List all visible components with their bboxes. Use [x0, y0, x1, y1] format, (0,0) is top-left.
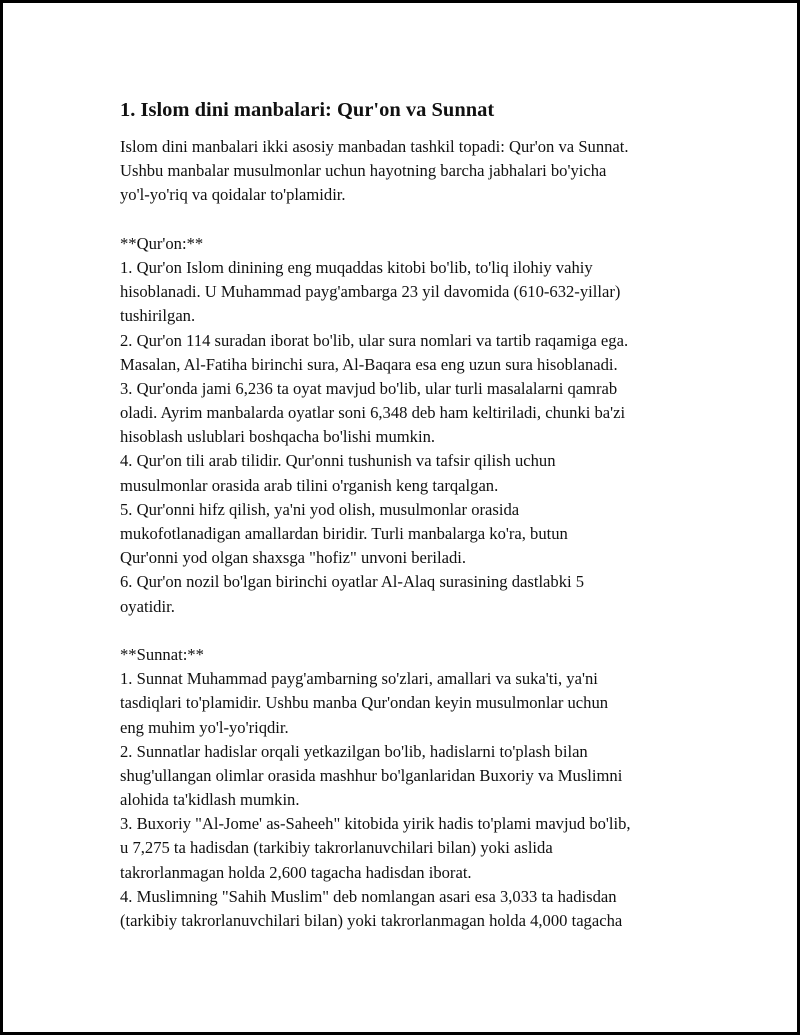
- text-line: Masalan, Al-Fatiha birinchi sura, Al-Baqara esa eng uzun sura hisoblanadi.: [120, 354, 618, 374]
- text-line: 3. Buxoriy "Al-Jome' as-Saheeh" kitobida yirik hadis to'plami mavjud bo'lib,: [120, 814, 631, 834]
- sunnat-section: [120, 643, 700, 933]
- text-line: u 7,275 ta hadisdan (tarkibiy takrorlanuvchilari bilan) yoki aslida: [120, 838, 553, 858]
- text-line: (tarkibiy takrorlanuvchilari bilan) yoki takrorlanmagan holda 4,000 tagacha: [120, 911, 623, 930]
- paragraph-gap: [120, 619, 700, 643]
- intro-paragraph: [120, 135, 700, 208]
- text-line: mukofotlanadigan amallardan biridir. Turli manbalarga ko'ra, butun: [120, 524, 568, 543]
- quran-heading: **Qur'on:**: [120, 233, 204, 253]
- sunnat-heading: **Sunnat:**: [120, 644, 204, 664]
- text-line: oyatidir.: [120, 596, 175, 616]
- text-line: musulmonlar orasida arab tilini o'rganish keng tarqalgan.: [120, 475, 499, 495]
- document-content: [120, 95, 700, 933]
- text-line: tasdiqlari to'plamidir. Ushbu manba Qur'ondan keyin musulmonlar uchun: [120, 693, 609, 713]
- quran-section: [120, 232, 700, 619]
- paragraph-gap: [120, 208, 700, 232]
- text-line: hisoblash uslublari boshqacha bo'lishi mumkin.: [120, 427, 436, 447]
- text-line: 2. Sunnatlar hadislar orqali yetkazilgan bo'lib, hadislarni to'plash bilan: [120, 741, 588, 761]
- text-line: 6. Qur'on nozil bo'lgan birinchi oyatlar Al-Alaq surasining dastlabki 5: [120, 572, 585, 592]
- text-line: Qur'onni yod olgan shaxsga "hofiz" unvoni beriladi.: [120, 548, 467, 568]
- text-line: 5. Qur'onni hifz qilish, ya'ni yod olish, musulmonlar orasida: [120, 499, 520, 519]
- text-line: Ushbu manbalar musulmonlar uchun hayotning barcha jabhalari bo'yicha: [120, 161, 607, 181]
- text-line: alohida ta'kidlash mumkin.: [120, 790, 300, 810]
- text-line: tushirilgan.: [120, 306, 196, 326]
- text-line: 4. Qur'on tili arab tilidir. Qur'onni tushunish va tafsir qilish uchun: [120, 451, 556, 471]
- text-line: oladi. Ayrim manbalarda oyatlar soni 6,348 deb ham keltiriladi, chunki ba'zi: [120, 403, 626, 423]
- text-line: Islom dini manbalari ikki asosiy manbadan tashkil topadi: Qur'on va Sunnat.: [120, 137, 629, 156]
- text-line: 4. Muslimning "Sahih Muslim" deb nomlangan asari esa 3,033 ta hadisdan: [120, 886, 617, 906]
- text-line: 3. Qur'onda jami 6,236 ta oyat mavjud bo'lib, ular turli masalalarni qamrab: [120, 378, 618, 398]
- text-line: hisoblanadi. U Muhammad payg'ambarga 23 yil davomida (610-632-yillar): [120, 282, 621, 302]
- text-line: 1. Sunnat Muhammad payg'ambarning so'zlari, amallari va suka'ti, ya'ni: [120, 669, 598, 689]
- text-line: eng muhim yo'l-yo'riqdir.: [120, 717, 289, 737]
- text-line: 2. Qur'on 114 suradan iborat bo'lib, ular sura nomlari va tartib raqamiga ega.: [120, 330, 629, 350]
- text-line: 1. Qur'on Islom dinining eng muqaddas kitobi bo'lib, to'liq ilohiy vahiy: [120, 257, 593, 277]
- text-line: takrorlanmagan holda 2,600 tagacha hadisdan iborat.: [120, 862, 472, 882]
- document-title: 1. Islom dini manbalari: Qur'on va Sunnat: [120, 99, 495, 121]
- text-line: yo'l-yo'riq va qoidalar to'plamidir.: [120, 185, 346, 205]
- text-line: shug'ullangan olimlar orasida mashhur bo'lganlaridan Buxoriy va Muslimni: [120, 765, 623, 785]
